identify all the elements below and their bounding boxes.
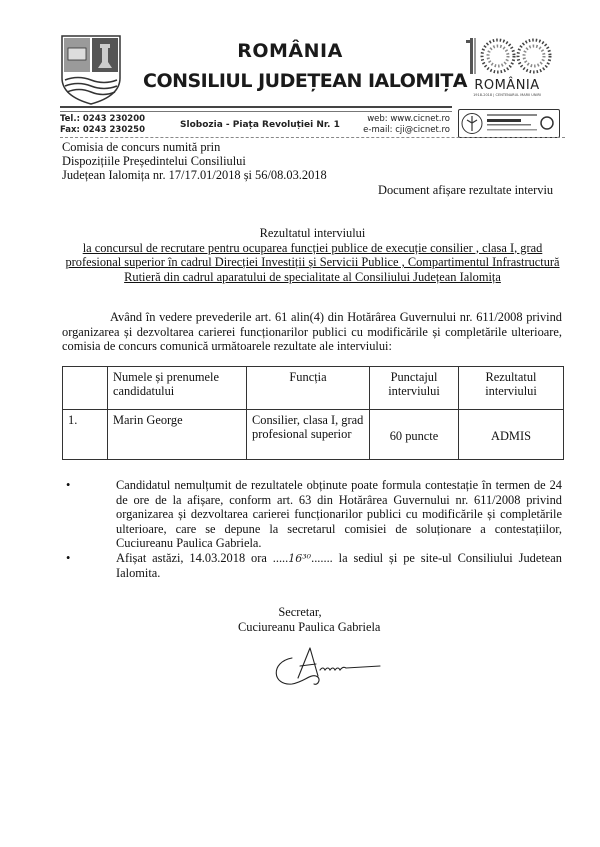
header-nr (63, 367, 108, 410)
table-header-row (63, 367, 564, 410)
bullet-icon: • (66, 550, 71, 565)
contact-web-email (330, 114, 450, 136)
website-link[interactable]: web: www.cicnet.ro (367, 114, 450, 124)
posted-time-handwritten: 16³⁰ (288, 551, 312, 565)
title-subtitle-line: profesional superior în cadrul Direcției Investiții și Servicii Publice , Compartimentul Infrastructură (65, 255, 560, 269)
bullet-icon: • (66, 478, 71, 492)
document-type-label: Document afișare rezultate interviu (378, 183, 554, 197)
title-heading: Rezultatul interviului (259, 226, 366, 240)
document-title (60, 226, 565, 284)
note-posted (62, 551, 562, 581)
preamble-line: Județean Ialomița nr. 17/17.01/2018 și 56/08.03.2018 (62, 168, 327, 182)
title-subtitle-line: Rutieră din cadrul aparatului de specialitate al Consiliului Județean Ialomița (124, 269, 501, 284)
note-contest-text: Candidatul nemulțumit de rezultatele obținute poate formula contestație în termen de 24 de ore de la afișare, conform art. 63 din Hotărârea Guvernului nr. 611/2008 privind organizarea și dezvoltarea carierei funcționarilor publici cu modificările și completările ulterioare, care se depune la secretarul comisiei de soluționare a contestațiilor, Cuciureanu Paulica Gabriela. (116, 478, 562, 550)
intro-paragraph (62, 310, 562, 354)
table-row (63, 410, 564, 460)
centenary-logo-label: ROMÂNIA (474, 78, 540, 93)
fax-number: Fax: 0243 230250 (60, 125, 145, 135)
coat-of-arms-icon (60, 34, 122, 106)
cell-function: Consilier, clasa I, grad profesional superior (247, 410, 370, 460)
contact-divider (60, 137, 565, 138)
signature-name: Cuciureanu Paulica Gabriela (238, 620, 381, 634)
posted-prefix: Afișat astăzi, 14.03.2018 ora ..... (116, 550, 289, 565)
signature-role: Secretar, (278, 605, 322, 619)
notes-list (62, 478, 562, 581)
email-link[interactable]: e-mail: cji@cicnet.ro (363, 125, 450, 135)
centenary-logo-subtext: 1918-2018 | CENTENARUL MARII UNIRI (473, 93, 541, 97)
header-divider (60, 106, 452, 112)
header-title-institution: CONSILIUL JUDEȚEAN IALOMIȚA (143, 70, 467, 92)
header-candidate-name: Numele și prenumele candidatului (108, 367, 247, 410)
note-contest (62, 478, 562, 551)
cell-score: 60 puncte (370, 410, 459, 460)
header-function: Funcția (247, 367, 370, 410)
address: Slobozia - Piața Revoluției Nr. 1 (180, 120, 340, 130)
contact-phone-fax (60, 114, 145, 136)
intro-paragraph-text: Având în vedere prevederile art. 61 alin(4) din Hotărârea Guvernului nr. 611/2008 privind organizarea și dezvoltarea carierei funcționarilor publici cu modificările și completările ulterioare, comisia de concurs comunică următoarele rezultate ale interviului: (62, 310, 562, 353)
results-table (62, 366, 564, 460)
preamble-line: Comisia de concurs numită prin (62, 140, 221, 154)
cell-candidate-name: Marin George (108, 410, 247, 460)
posted-suffix: ....... la sediul și pe site-ul Consiliului Judetean Ialomita. (116, 550, 562, 580)
quality-certification-badge-icon (458, 109, 560, 138)
cell-nr: 1. (63, 410, 108, 460)
commission-preamble (62, 140, 327, 182)
header-result: Rezultatul interviului (459, 367, 564, 410)
phone-number: Tel.: 0243 230200 (60, 114, 146, 124)
cell-result: ADMIS (459, 410, 564, 460)
title-subtitle-line: la concursul de recrutare pentru ocuparea funcției publice de execuție consilier , clasa I, grad (82, 240, 543, 255)
handwritten-signature-icon (270, 640, 400, 690)
preamble-line: Dispozițiile Președintelui Consiliului (62, 154, 246, 168)
header-title-country: ROMÂNIA (237, 40, 343, 62)
header-score: Punctajul interviului (370, 367, 459, 410)
